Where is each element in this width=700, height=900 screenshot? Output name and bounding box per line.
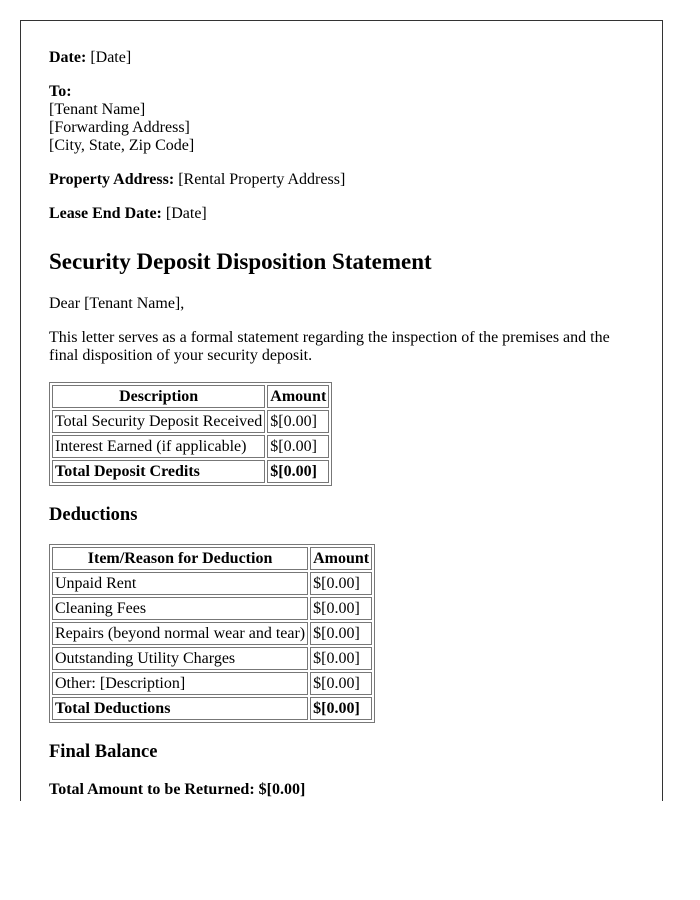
table-row: Interest Earned (if applicable) $[0.00] [52, 435, 329, 458]
salutation: Dear [Tenant Name], [49, 295, 185, 312]
table-row: Other: [Description] $[0.00] [52, 672, 372, 695]
final-amount: Total Amount to be Returned: $[0.00] [49, 781, 306, 798]
table-row: Cleaning Fees $[0.00] [52, 597, 372, 620]
deductions-table [49, 544, 375, 723]
credits-table [49, 382, 332, 486]
document-title: Security Deposit Disposition Statement [49, 249, 432, 274]
date-line: Date: [Date] [49, 49, 132, 66]
recipient-block: To: [Tenant Name] [Forwarding Address] [City, State, Zip Code] [49, 83, 195, 154]
table-row: Outstanding Utility Charges $[0.00] [52, 647, 372, 670]
intro-paragraph: This letter serves as a formal statement regarding the inspection of the premises and the final disposition of your security deposit. [49, 329, 610, 364]
property-address: Property Address: [Rental Property Address] [49, 171, 346, 188]
table-header-row: Item/Reason for Deduction Amount [52, 547, 372, 570]
letter [20, 20, 663, 801]
lease-end-date: Lease End Date: [Date] [49, 205, 207, 222]
deductions-heading: Deductions [49, 505, 138, 525]
table-row: Unpaid Rent $[0.00] [52, 572, 372, 595]
table-total-row: Total Deposit Credits $[0.00] [52, 460, 329, 483]
table-row: Repairs (beyond normal wear and tear) $[0.00] [52, 622, 372, 645]
table-row: Total Security Deposit Received $[0.00] [52, 410, 329, 433]
table-total-row: Total Deductions $[0.00] [52, 697, 372, 720]
final-balance-heading: Final Balance [49, 742, 158, 762]
table-header-row: Description Amount [52, 385, 329, 408]
